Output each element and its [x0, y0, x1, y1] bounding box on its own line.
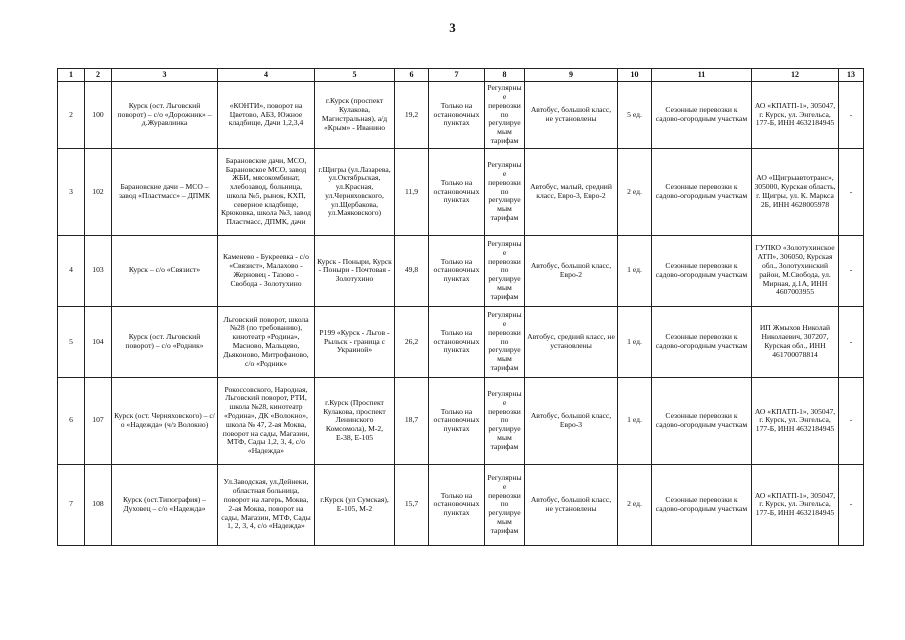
route-name: Курск – с/о «Связист»: [112, 235, 218, 306]
extra: -: [839, 464, 864, 545]
extra: -: [839, 306, 864, 377]
route-length: 11,9: [395, 149, 429, 235]
col-header: 13: [839, 69, 864, 82]
table-row: [58, 82, 864, 149]
col-header: 7: [429, 69, 485, 82]
col-header: 8: [485, 69, 525, 82]
vehicle-class: Автобус, большой класс, не установлены: [525, 82, 618, 149]
transport-type: Регулярные перевозки по регулируемым тарифам: [485, 235, 525, 306]
route-number: 108: [85, 464, 112, 545]
col-header: 6: [395, 69, 429, 82]
route-name: Курск (ост. Льговский поворот) – с/о «Родник»: [112, 306, 218, 377]
carrier: АО «КПАТП-1», 305047, г. Курск, ул. Энгельса, 177-Б, ИНН 4632184945: [752, 82, 839, 149]
boarding-order: Только на остановочных пунктах: [429, 378, 485, 464]
route-streets: г.Курск (ул Сумская), Е-105, М-2: [315, 464, 395, 545]
route-streets: г.Курск (проспект Кулакова, Магистральная), а/д «Крым» - Иванино: [315, 82, 395, 149]
route-length: 18,7: [395, 378, 429, 464]
route-name: Барановские дачи – МСО – завод «Пластмасс» – ДПМК: [112, 149, 218, 235]
vehicle-count: 1 ед.: [618, 306, 652, 377]
boarding-order: Только на остановочных пунктах: [429, 464, 485, 545]
route-streets: г.Курск (Проспект Кулакова, проспект Ленинского Комсомола), М-2, Е-38, Е-105: [315, 378, 395, 464]
extra: -: [839, 82, 864, 149]
carrier: АО «Щигрыавтотранс», 305000, Курская область, г. Щигры, ул. К. Маркса 2Б, ИНН 4628005978: [752, 149, 839, 235]
route-number: 104: [85, 306, 112, 377]
route-stops: «КОНТИ», поворот на Цветово, АБЗ, Южное кладбище, Дачи 1,2,3,4: [218, 82, 315, 149]
col-header: 9: [525, 69, 618, 82]
table-row: [58, 149, 864, 235]
route-stops: Барановские дачи, МСО, Барановское МСО, завод ЖБИ, мясокомбинат, хлебозавод, больница, школа №5, рынок, КХП, северное кладбище, Крюковка, школа №3, завод Пластмасс, ДПМК, дачи: [218, 149, 315, 235]
col-header: 3: [112, 69, 218, 82]
transport-type: Регулярные перевозки по регулируемым тарифам: [485, 464, 525, 545]
row-index: 5: [58, 306, 85, 377]
route-stops: Льговский поворот, школа №28 (по требованию), кинотеатр «Родина», Масново, Мальцево, Дьяконово, Митрофаново, с/о «Родник»: [218, 306, 315, 377]
route-length: 49,8: [395, 235, 429, 306]
transport-type: Регулярные перевозки по регулируемым тарифам: [485, 306, 525, 377]
col-header: 1: [58, 69, 85, 82]
route-number: 103: [85, 235, 112, 306]
vehicle-class: Автобус, большой класс, не установлены: [525, 464, 618, 545]
vehicle-count: 2 ед.: [618, 464, 652, 545]
boarding-order: Только на остановочных пунктах: [429, 149, 485, 235]
route-name: Курск (ост. Черняховского) – с/о «Надежда» (ч/з Волокно): [112, 378, 218, 464]
route-stops: Ул.Заводская, ул.Дейнеки, областная больница, поворот на лагерь, Моква, 2-ая Моква, поворот на сады, Магазин, МТФ, Сады 1, 2, 3, 4, с/о «Надежда»: [218, 464, 315, 545]
page-number: 3: [449, 20, 456, 35]
route-notes: Сезонные перевозки к садово-огородным участкам: [652, 149, 752, 235]
col-header: 4: [218, 69, 315, 82]
row-index: 3: [58, 149, 85, 235]
carrier: ГУПКО «Золотухинское АТП», 306050, Курская обл., Золотухинский район, М.Свобода, ул. Мирная, д.1А, ИНН 4607003955: [752, 235, 839, 306]
carrier: ИП Жмыхов Николай Николаевич, 307207, Курская обл., ИНН 461700078814: [752, 306, 839, 377]
route-notes: Сезонные перевозки к садово-огородным участкам: [652, 82, 752, 149]
transport-type: Регулярные перевозки по регулируемым тарифам: [485, 149, 525, 235]
col-header: 12: [752, 69, 839, 82]
vehicle-class: Автобус, малый, средний класс, Евро-3, Евро-2: [525, 149, 618, 235]
route-length: 26,2: [395, 306, 429, 377]
route-stops: Рокоссовского, Народная, Льговский поворот, РТИ, школа №28, кинотеатр «Родина», ДК «Волокно», школа № 47, 2-ая Моква, поворот на сады, Магазин, МТФ, Сады 1,2, 3, 4, с/о «Надежда»: [218, 378, 315, 464]
route-number: 107: [85, 378, 112, 464]
row-index: 7: [58, 464, 85, 545]
extra: -: [839, 378, 864, 464]
row-index: 6: [58, 378, 85, 464]
route-streets: Р199 «Курск - Льгов - Рыльск - граница с Украиной»: [315, 306, 395, 377]
table-row: [58, 464, 864, 545]
route-stops: Каменево - Букреевка - с/о «Связист», Малахово - Жерновец - Тазово - Свобода - Золотухино: [218, 235, 315, 306]
vehicle-class: Автобус, большой класс, Евро-2: [525, 235, 618, 306]
row-index: 2: [58, 82, 85, 149]
col-header: 10: [618, 69, 652, 82]
carrier: АО «КПАТП-1», 305047, г. Курск, ул. Энгельса, 177-Б, ИНН 4632184945: [752, 378, 839, 464]
boarding-order: Только на остановочных пунктах: [429, 235, 485, 306]
transport-type: Регулярные перевозки по регулируемым тарифам: [485, 82, 525, 149]
carrier: АО «КПАТП-1», 305047, г. Курск, ул. Энгельса, 177-Б, ИНН 4632184945: [752, 464, 839, 545]
boarding-order: Только на остановочных пунктах: [429, 306, 485, 377]
route-notes: Сезонные перевозки к садово-огородным участкам: [652, 378, 752, 464]
vehicle-count: 2 ед.: [618, 149, 652, 235]
route-streets: г.Щигры (ул.Лазарева, ул.Октябрьская, ул.Красная, ул.Черняховского, ул.Щербакова, ул.Маяковского): [315, 149, 395, 235]
route-number: 100: [85, 82, 112, 149]
vehicle-class: Автобус, большой класс, Евро-3: [525, 378, 618, 464]
row-index: 4: [58, 235, 85, 306]
boarding-order: Только на остановочных пунктах: [429, 82, 485, 149]
vehicle-count: 1 ед.: [618, 235, 652, 306]
extra: -: [839, 235, 864, 306]
header-row: [58, 69, 864, 82]
vehicle-count: 1 ед.: [618, 378, 652, 464]
route-notes: Сезонные перевозки к садово-огородным участкам: [652, 306, 752, 377]
table-row: [58, 378, 864, 464]
transport-type: Регулярные перевозки по регулируемым тарифам: [485, 378, 525, 464]
route-name: Курск (ост.Типография) – Духовец – с/о «Надежда»: [112, 464, 218, 545]
route-length: 19,2: [395, 82, 429, 149]
col-header: 11: [652, 69, 752, 82]
routes-table: [57, 68, 864, 546]
col-header: 5: [315, 69, 395, 82]
col-header: 2: [85, 69, 112, 82]
extra: -: [839, 149, 864, 235]
route-notes: Сезонные перевозки к садово-огородным участкам: [652, 464, 752, 545]
vehicle-count: 5 ед.: [618, 82, 652, 149]
route-name: Курск (ост. Льговский поворот) – с/о «Дорожник» – д.Журавлинка: [112, 82, 218, 149]
route-notes: Сезонные перевозки к садово-огородным участкам: [652, 235, 752, 306]
vehicle-class: Автобус, средний класс, не установлены: [525, 306, 618, 377]
route-length: 15,7: [395, 464, 429, 545]
table-row: [58, 235, 864, 306]
table-row: [58, 306, 864, 377]
route-number: 102: [85, 149, 112, 235]
route-streets: Курск - Поныри, Курск - Поныри - Почтовая - Золотухино: [315, 235, 395, 306]
